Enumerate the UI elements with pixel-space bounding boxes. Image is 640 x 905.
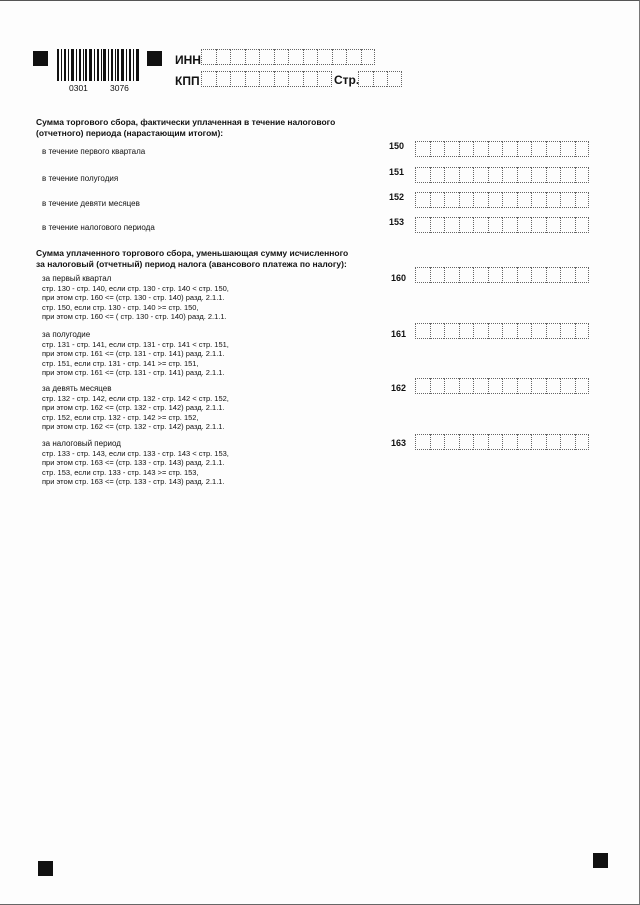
char-cell[interactable]	[430, 323, 445, 339]
char-cell[interactable]	[288, 49, 303, 65]
formula-block-163: за налоговый период стр. 133 - стр. 143, если стр. 133 - стр. 143 < стр. 153, при этом стр. 163 <= (стр. 133 - стр. 143) разд. 2.1.1. стр. 153, если стр. 133 - стр. 143 >= стр. 153, при этом стр. 163 <= (стр. 133 - стр. 143) разд. 2.1.1.	[42, 439, 229, 486]
char-cell[interactable]	[502, 434, 517, 450]
char-cell[interactable]	[488, 141, 503, 157]
char-cell[interactable]	[216, 71, 231, 87]
value-field-161[interactable]	[415, 323, 589, 339]
page-number-label: Стр.	[334, 73, 360, 87]
char-cell[interactable]	[216, 49, 231, 65]
char-cell[interactable]	[415, 378, 430, 394]
line-code-151: 151	[389, 167, 405, 177]
char-cell[interactable]	[488, 217, 503, 233]
char-cell[interactable]	[415, 141, 430, 157]
char-cell[interactable]	[575, 378, 590, 394]
char-cell[interactable]	[473, 167, 488, 183]
char-cell[interactable]	[488, 323, 503, 339]
char-cell[interactable]	[531, 267, 546, 283]
value-field-153[interactable]	[415, 217, 589, 233]
char-cell[interactable]	[531, 192, 546, 208]
char-cell[interactable]	[546, 323, 561, 339]
char-cell[interactable]	[517, 217, 532, 233]
char-cell[interactable]	[560, 217, 575, 233]
char-cell[interactable]	[517, 192, 532, 208]
line-code-150: 150	[389, 141, 405, 151]
char-cell[interactable]	[531, 434, 546, 450]
char-cell[interactable]	[531, 323, 546, 339]
char-cell[interactable]	[459, 167, 474, 183]
char-cell[interactable]	[317, 49, 332, 65]
char-cell[interactable]	[575, 192, 590, 208]
char-cell[interactable]	[230, 49, 245, 65]
char-cell[interactable]	[546, 167, 561, 183]
char-cell[interactable]	[575, 323, 590, 339]
char-cell[interactable]	[430, 267, 445, 283]
char-cell[interactable]	[444, 434, 459, 450]
char-cell[interactable]	[546, 378, 561, 394]
value-field-163[interactable]	[415, 434, 589, 450]
char-cell[interactable]	[201, 71, 216, 87]
char-cell[interactable]	[473, 141, 488, 157]
char-cell[interactable]	[575, 141, 590, 157]
char-cell[interactable]	[444, 167, 459, 183]
section2-title: Сумма уплаченного торгового сбора, уменьшающая сумму исчисленного за налоговый (отчетный) период налога (авансового платежа по налогу):	[36, 248, 349, 269]
char-cell[interactable]	[430, 378, 445, 394]
char-cell[interactable]	[245, 49, 260, 65]
char-cell[interactable]	[517, 378, 532, 394]
char-cell[interactable]	[459, 141, 474, 157]
formula-block-160: за первый квартал стр. 130 - стр. 140, если стр. 130 - стр. 140 < стр. 150, при этом стр. 160 <= (стр. 130 - стр. 140) разд. 2.1.1. стр. 150, если стр. 130 - стр. 140 >= стр. 150, при этом стр. 160 <= ( стр. 130 - стр. 140) разд. 2.1.1.	[42, 274, 229, 321]
char-cell[interactable]	[303, 71, 318, 87]
char-cell[interactable]	[546, 434, 561, 450]
char-cell[interactable]	[358, 71, 373, 87]
inn-field[interactable]	[201, 49, 375, 65]
value-field-162[interactable]	[415, 378, 589, 394]
barcode-number-right: 3076	[110, 83, 129, 93]
char-cell[interactable]	[502, 323, 517, 339]
char-cell[interactable]	[473, 323, 488, 339]
value-field-160[interactable]	[415, 267, 589, 283]
char-cell[interactable]	[488, 267, 503, 283]
row-label-152: в течение девяти месяцев	[42, 199, 140, 208]
value-field-151[interactable]	[415, 167, 589, 183]
char-cell[interactable]	[444, 323, 459, 339]
char-cell[interactable]	[560, 434, 575, 450]
char-cell[interactable]	[459, 192, 474, 208]
char-cell[interactable]	[303, 49, 318, 65]
value-field-152[interactable]	[415, 192, 589, 208]
char-cell[interactable]	[288, 71, 303, 87]
alignment-marker-bottom-left	[38, 861, 53, 876]
char-cell[interactable]	[488, 434, 503, 450]
char-cell[interactable]	[546, 141, 561, 157]
char-cell[interactable]	[531, 141, 546, 157]
inn-label: ИНН	[175, 53, 201, 67]
char-cell[interactable]	[201, 49, 216, 65]
page-number-field[interactable]	[358, 71, 402, 87]
char-cell[interactable]	[560, 192, 575, 208]
char-cell[interactable]	[230, 71, 245, 87]
char-cell[interactable]	[517, 267, 532, 283]
char-cell[interactable]	[546, 217, 561, 233]
char-cell[interactable]	[560, 141, 575, 157]
char-cell[interactable]	[317, 71, 332, 87]
char-cell[interactable]	[459, 217, 474, 233]
char-cell[interactable]	[459, 323, 474, 339]
line-code-153: 153	[389, 217, 405, 227]
char-cell[interactable]	[430, 217, 445, 233]
char-cell[interactable]	[560, 167, 575, 183]
char-cell[interactable]	[430, 192, 445, 208]
char-cell[interactable]	[517, 167, 532, 183]
char-cell[interactable]	[531, 167, 546, 183]
char-cell[interactable]	[473, 192, 488, 208]
char-cell[interactable]	[517, 141, 532, 157]
char-cell[interactable]	[473, 217, 488, 233]
section1-title: Сумма торгового сбора, фактически уплаченная в течение налогового (отчетного) периода (нарастающим итогом):	[36, 117, 336, 138]
char-cell[interactable]	[575, 217, 590, 233]
char-cell[interactable]	[444, 378, 459, 394]
char-cell[interactable]	[415, 217, 430, 233]
char-cell[interactable]	[473, 267, 488, 283]
alignment-marker-top-mid	[147, 51, 162, 66]
line-code-161: 161	[391, 329, 407, 339]
kpp-label: КПП	[175, 74, 200, 88]
char-cell[interactable]	[245, 71, 260, 87]
char-cell[interactable]	[444, 267, 459, 283]
char-cell[interactable]	[459, 434, 474, 450]
char-cell[interactable]	[517, 323, 532, 339]
char-cell[interactable]	[502, 167, 517, 183]
line-code-163: 163	[391, 438, 407, 448]
char-cell[interactable]	[361, 49, 376, 65]
char-cell[interactable]	[444, 141, 459, 157]
char-cell[interactable]	[531, 378, 546, 394]
line-code-162: 162	[391, 383, 407, 393]
alignment-marker-top-left	[33, 51, 48, 66]
char-cell[interactable]	[346, 49, 361, 65]
char-cell[interactable]	[488, 378, 503, 394]
kpp-field[interactable]	[201, 71, 332, 87]
char-cell[interactable]	[373, 71, 388, 87]
row-label-153: в течение налогового периода	[42, 223, 155, 232]
line-code-152: 152	[389, 192, 405, 202]
char-cell[interactable]	[459, 267, 474, 283]
char-cell[interactable]	[444, 217, 459, 233]
char-cell[interactable]	[560, 323, 575, 339]
char-cell[interactable]	[546, 192, 561, 208]
char-cell[interactable]	[502, 217, 517, 233]
char-cell[interactable]	[473, 378, 488, 394]
char-cell[interactable]	[459, 378, 474, 394]
char-cell[interactable]	[560, 378, 575, 394]
char-cell[interactable]	[488, 192, 503, 208]
row-label-151: в течение полугодия	[42, 174, 119, 183]
char-cell[interactable]	[259, 49, 274, 65]
char-cell[interactable]	[387, 71, 402, 87]
char-cell[interactable]	[274, 71, 289, 87]
char-cell[interactable]	[502, 378, 517, 394]
line-code-160: 160	[391, 273, 407, 283]
char-cell[interactable]	[415, 192, 430, 208]
alignment-marker-bottom-right	[593, 853, 608, 868]
char-cell[interactable]	[444, 192, 459, 208]
barcode-number-left: 0301	[69, 83, 88, 93]
char-cell[interactable]	[415, 267, 430, 283]
char-cell[interactable]	[502, 141, 517, 157]
char-cell[interactable]	[502, 192, 517, 208]
char-cell[interactable]	[430, 141, 445, 157]
char-cell[interactable]	[473, 434, 488, 450]
char-cell[interactable]	[575, 267, 590, 283]
char-cell[interactable]	[415, 167, 430, 183]
formula-block-161: за полугодие стр. 131 - стр. 141, если стр. 131 - стр. 141 < стр. 151, при этом стр. 161 <= (стр. 131 - стр. 141) разд. 2.1.1. стр. 151, если стр. 131 - стр. 141 >= стр. 151, при этом стр. 161 <= (стр. 131 - стр. 141) разд. 2.1.1.	[42, 330, 229, 377]
char-cell[interactable]	[546, 267, 561, 283]
char-cell[interactable]	[415, 434, 430, 450]
char-cell[interactable]	[560, 267, 575, 283]
char-cell[interactable]	[575, 434, 590, 450]
char-cell[interactable]	[259, 71, 274, 87]
row-label-150: в течение первого квартала	[42, 147, 146, 156]
char-cell[interactable]	[430, 167, 445, 183]
value-field-150[interactable]	[415, 141, 589, 157]
char-cell[interactable]	[415, 323, 430, 339]
formula-block-162: за девять месяцев стр. 132 - стр. 142, если стр. 132 - стр. 142 < стр. 152, при этом стр. 162 <= (стр. 132 - стр. 142) разд. 2.1.1. стр. 152, если стр. 132 - стр. 142 >= стр. 152, при этом стр. 162 <= (стр. 132 - стр. 142) разд. 2.1.1.	[42, 384, 229, 431]
char-cell[interactable]	[575, 167, 590, 183]
char-cell[interactable]	[488, 167, 503, 183]
char-cell[interactable]	[531, 217, 546, 233]
char-cell[interactable]	[332, 49, 347, 65]
char-cell[interactable]	[274, 49, 289, 65]
char-cell[interactable]	[430, 434, 445, 450]
char-cell[interactable]	[502, 267, 517, 283]
char-cell[interactable]	[517, 434, 532, 450]
barcode-image	[57, 49, 139, 81]
